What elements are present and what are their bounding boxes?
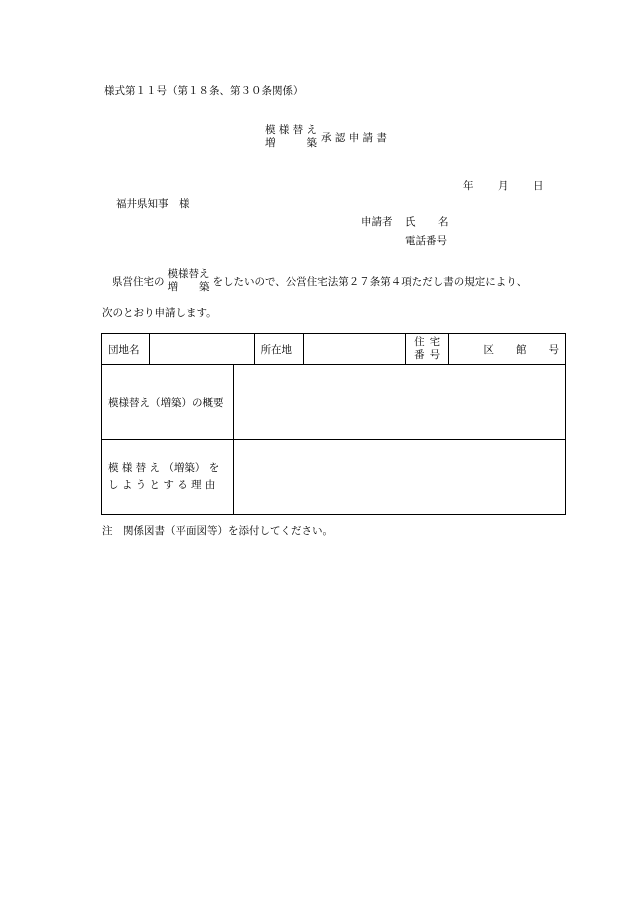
danchi-field[interactable] xyxy=(149,334,254,365)
title-suffix: 承 認 申 請 書 xyxy=(321,131,387,144)
go-label: 号 xyxy=(548,343,559,356)
date-day: 日 xyxy=(533,180,544,192)
applicant-label: 申請者 xyxy=(361,216,393,228)
applicant-name-2: 名 xyxy=(438,216,449,228)
date-year: 年 xyxy=(463,180,474,192)
ku-label: 区 xyxy=(483,343,494,356)
document-title xyxy=(265,124,387,150)
body-prefix: 県営住宅の xyxy=(112,275,165,288)
body-choice-bottom-right: 築 xyxy=(199,281,210,293)
house-number-field[interactable] xyxy=(449,334,566,365)
body-line-1 xyxy=(112,268,527,294)
addressee: 福井県知事 様 xyxy=(116,198,190,210)
date-month: 月 xyxy=(498,180,509,192)
title-top: 模 様 替 え xyxy=(265,124,318,136)
house-no-char-2: 宅 xyxy=(429,336,441,348)
danchi-label: 団地名 xyxy=(102,334,150,365)
attachment-note: 注 関係図書（平面図等）を添付してください。 xyxy=(102,525,333,537)
summary-field[interactable] xyxy=(233,365,565,440)
reason-label xyxy=(102,440,234,515)
summary-label: 模様替え（増築）の概要 xyxy=(102,365,234,440)
house-no-char-3: 番 xyxy=(414,349,425,361)
house-no-char-4: 号 xyxy=(429,349,441,361)
body-suffix: をしたいので、公営住宅法第２７条第４項ただし書の規定により、 xyxy=(212,275,528,288)
house-no-char-1: 住 xyxy=(414,336,425,348)
applicant-name-1: 氏 xyxy=(405,216,416,228)
house-number-label xyxy=(406,334,449,365)
location-label: 所在地 xyxy=(254,334,304,365)
form-number: 様式第１１号（第１８条、第３０条関係） xyxy=(104,85,304,97)
title-bottom-left: 増 xyxy=(265,137,276,149)
kan-label: 館 xyxy=(516,343,527,356)
reason-line-2: し よ う と す る 理 由 xyxy=(108,479,216,491)
reason-field[interactable] xyxy=(233,440,565,515)
title-bottom-right: 築 xyxy=(306,137,318,149)
body-choice-bottom-left: 増 xyxy=(167,281,178,293)
application-table xyxy=(101,333,566,515)
location-field[interactable] xyxy=(304,334,406,365)
body-choice-top: 模様替え xyxy=(167,268,210,280)
applicant-phone: 電話番号 xyxy=(405,235,447,247)
body-line-2: 次のとおり申請します。 xyxy=(102,307,217,319)
reason-line-1: 模 様 替 え （増築） を xyxy=(108,462,220,474)
